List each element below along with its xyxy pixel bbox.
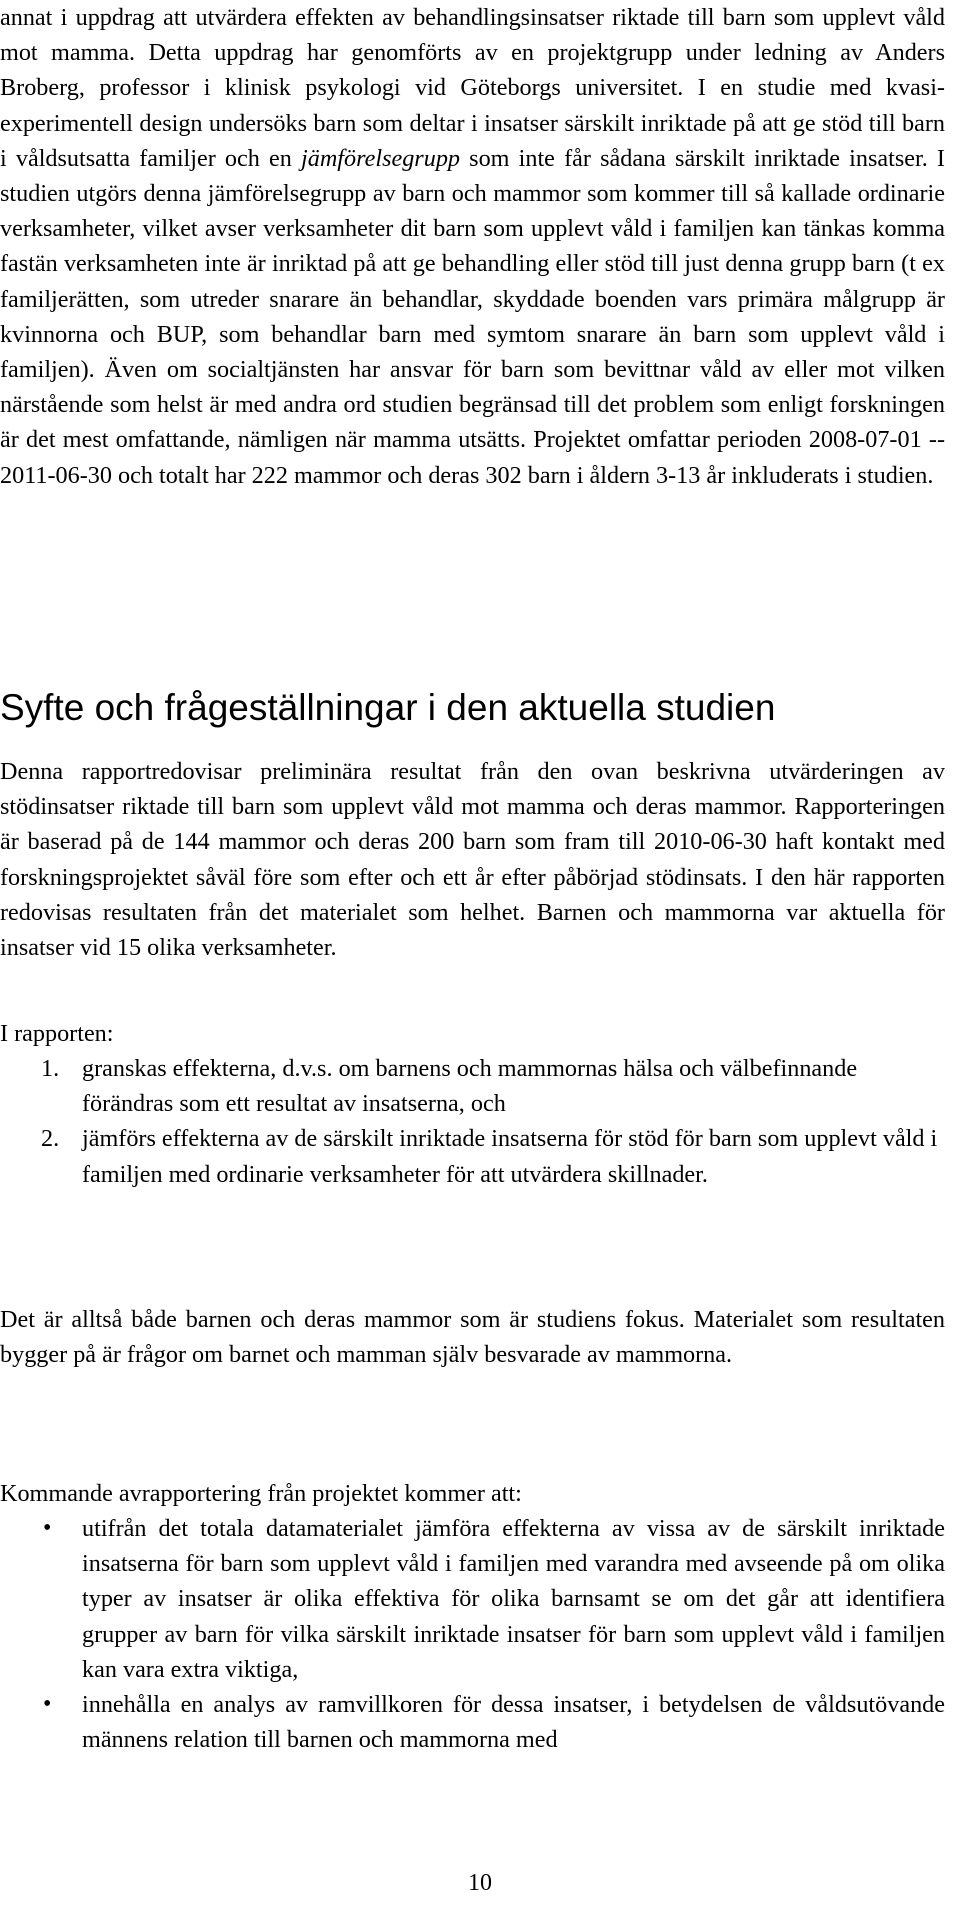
page-number: 10 — [468, 1870, 492, 1896]
bullet-icon: • — [43, 1515, 52, 1541]
report-list-intro: I rapporten: — [0, 1020, 114, 1047]
focus-paragraph — [0, 1302, 945, 1372]
purpose-paragraph-text: Denna rapportredovisar preliminära resultat från den ovan beskrivna utvärderingen av stödinsatser riktade till barn som upplevt våld mot mamma och deras mammor. Rapporteringen är baserad på de 144 mammor och deras 200 barn som fram till 2010-06-30 haft kontakt med forskningsprojektet såväl före som efter och ett år efter påbörjad stödinsats. I den här rapporten redovisas resultaten från det materialet som helhet. Barnen och mammorna var aktuella för insatser vid 15 olika verksamheter. — [0, 758, 945, 962]
bullet-item-text: innehålla en analys av ramvillkoren för dessa insatser, i betydelsen de våldsutövande männens relation till barnen och mammorna med — [82, 1691, 945, 1754]
purpose-paragraph — [0, 754, 945, 965]
future-bullet-list — [0, 1511, 945, 1757]
intro-paragraph — [0, 0, 945, 493]
future-reporting-intro: Kommande avrapportering från projektet kommer att: — [0, 1480, 522, 1507]
list-number: 1. — [41, 1055, 60, 1082]
section-heading: Syfte och frågeställningar i den aktuella studien — [0, 687, 776, 728]
focus-paragraph-text: Det är alltså både barnen och deras mammor som är studiens fokus. Materialet som resultaten bygger på är frågor om barnet och mamman själv besvarade av mammorna. — [0, 1306, 945, 1369]
list-item-text: jämförs effekterna av de särskilt inriktade insatserna för stöd för barn som upplevt våld i familjen med ordinarie verksamheter för att utvärdera skillnader. — [82, 1125, 938, 1188]
intro-text-part1: annat i uppdrag att utvärdera effekten av behandlingsinsatser riktade till barn som upplevt våld mot mamma. Detta uppdrag har genomförts av en projektgrupp under ledning av Anders Broberg, professor i klinisk psykologi vid Göteborgs universitet. I en studie med kvasi-experimentell design undersöks barn som deltar i insatser särskilt inriktade på att ge stöd till barn i våldsutsatta familjer och en — [0, 4, 945, 172]
list-number: 2. — [41, 1125, 60, 1153]
intro-text-part2: som inte får sådana särskilt inriktade insatser. I studien utgörs denna jämförelsegrupp av barn och mammor som kommer till så kallade ordinarie verksamheter, vilket avser verksamheter dit barn som upplevt våld i familjen kan tänkas komma fastän verksamheten inte är inriktad på att ge behandling eller stöd till just denna grupp barn (t ex familjerätten, som utreder snarare än behandlar, skyddade boenden vars primära målgrupp är kvinnorna och BUP, som behandlar barn med symtom snarare än barn som upplevt våld i familjen). Även om socialtjänsten har ansvar för barn som bevittnar våld av eller mot vilken närstående som helst är med andra ord studien begränsad till det problem som enligt forskningen är det mest omfattande, nämligen när mamma utsätts. Projektet omfattar perioden 2008-07-01 -- 2011-06-30 och totalt har 222 mammor och deras 302 barn i åldern 3-13 år inkluderats i studien. — [0, 144, 945, 489]
bullet-list-item — [0, 1511, 945, 1687]
bullet-icon: • — [43, 1691, 52, 1718]
intro-text-emphasis: jämförelsegrupp — [301, 144, 461, 172]
bullet-list-item — [0, 1687, 945, 1757]
list-item-text: granskas effekterna, d.v.s. om barnens och mammornas hälsa och välbefinnande förändras som ett resultat av insatserna, och — [82, 1055, 858, 1118]
ordered-list-item — [0, 1051, 945, 1121]
report-ordered-list — [0, 1051, 945, 1192]
bullet-item-text: utifrån det totala datamaterialet jämföra effekterna av vissa av de särskilt inriktade insatserna för barn som upplevt våld i familjen med varandra med avseende på om olika typer av insatser är olika effektiva för olika barnsamt se om det går att identifiera grupper av barn för vilka särskilt inriktade insatser för barn som upplevt våld i familjen kan vara extra viktiga, — [82, 1515, 945, 1683]
intro-paragraph-text — [0, 0, 945, 493]
ordered-list-item — [0, 1121, 945, 1191]
